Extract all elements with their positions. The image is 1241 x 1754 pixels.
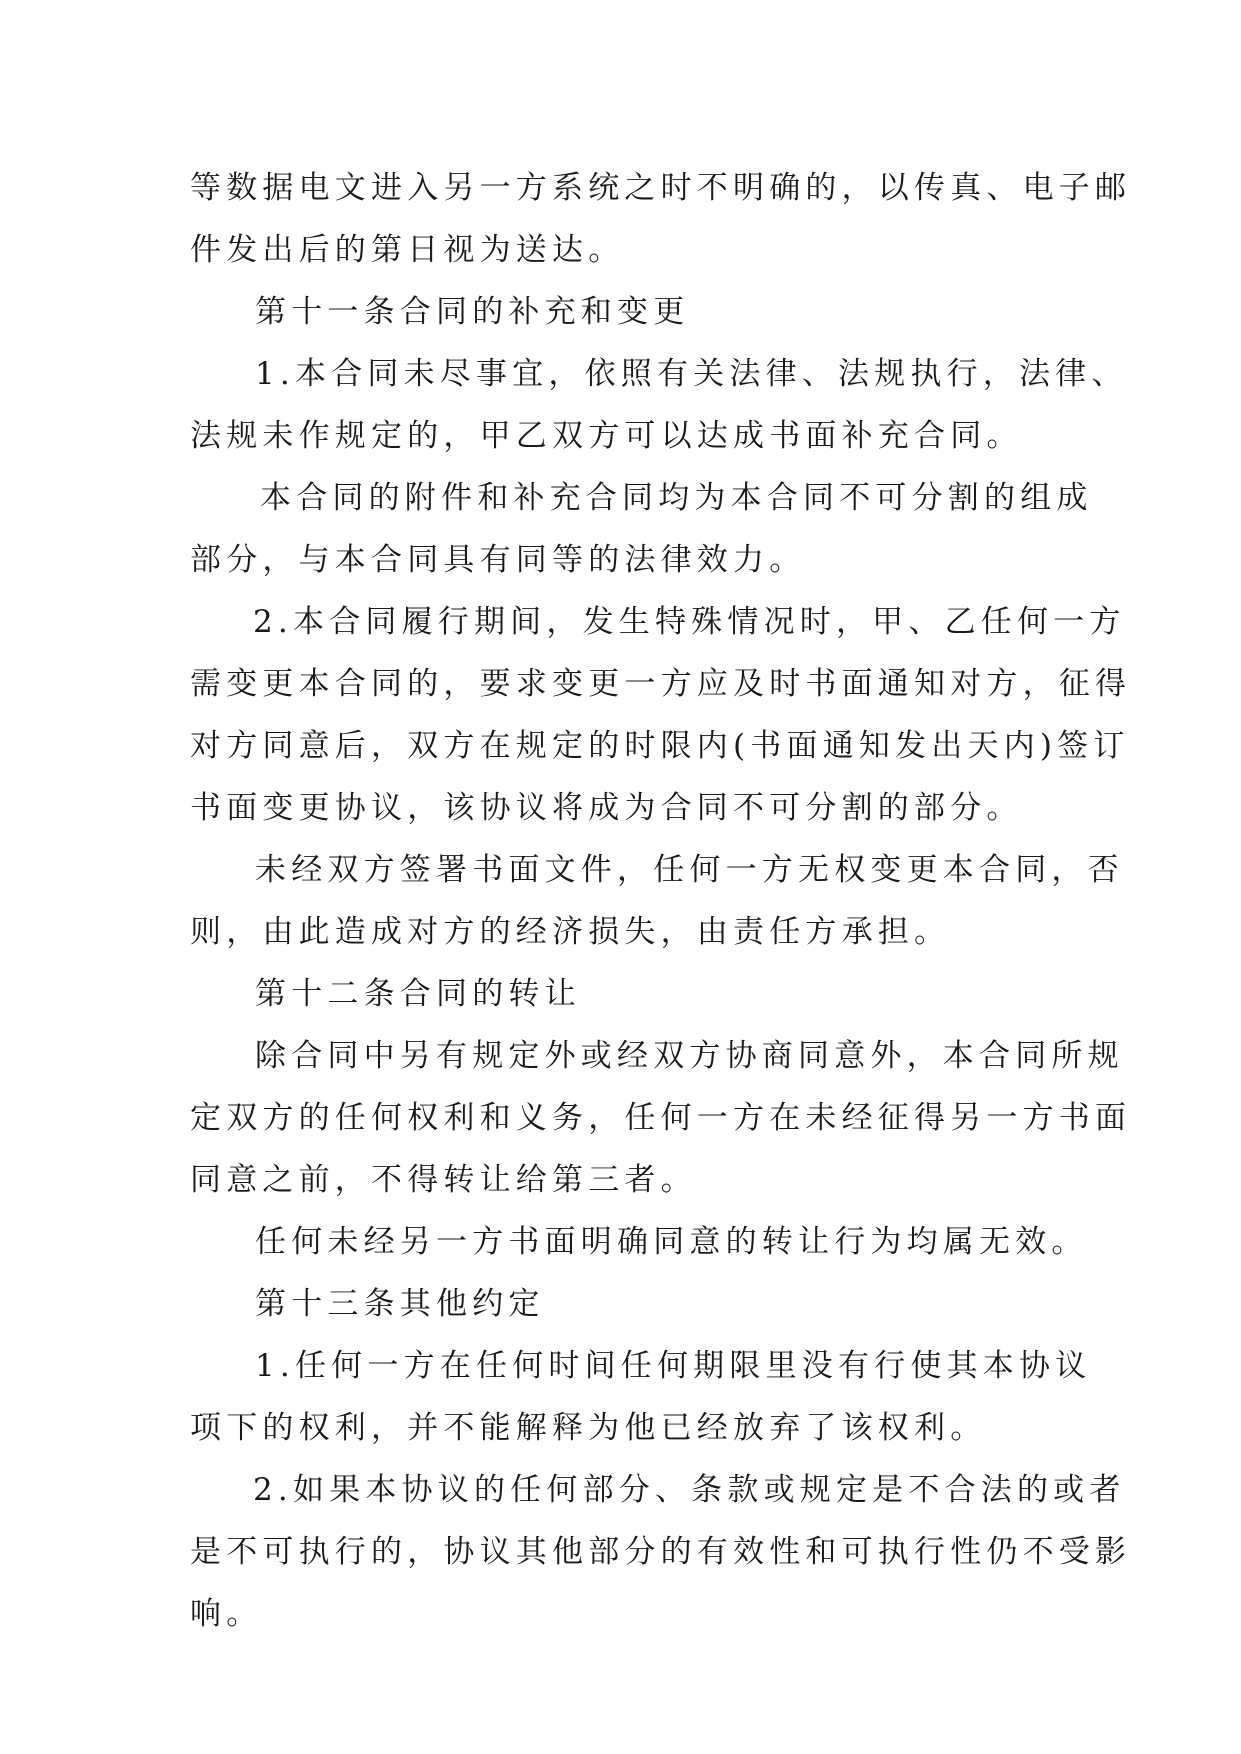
text-line: 等数据电文进入另一方系统之时不明确的，以传真、电子邮 (190, 170, 1132, 206)
text-line: 则，由此造成对方的经济损失，由责任方承担。 (190, 914, 951, 950)
text-line: 部分，与本合同具有同等的法律效力。 (190, 542, 806, 578)
text-line: 书面变更协议，该协议将成为合同不可分割的部分。 (190, 790, 1023, 826)
text-line: 响。 (190, 1596, 263, 1632)
text-line: 1.任何一方在任何时间任何期限里没有行使其本协议 (255, 1348, 1092, 1384)
text-line: 除合同中另有规定外或经双方协商同意外，本合同所规 (255, 1038, 1124, 1074)
text-line: 定双方的任何权利和义务，任何一方在未经征得另一方书面 (190, 1100, 1132, 1136)
section-heading: 第十三条其他约定 (255, 1286, 545, 1322)
text-line: 对方同意后，双方在规定的时限内(书面通知发出天内)签订 (190, 728, 1130, 764)
text-line: 同意之前，不得转让给第三者。 (190, 1162, 697, 1198)
text-line: 2.本合同履行期间，发生特殊情况时，甲、乙任何一方 (253, 604, 1126, 640)
text-line: 是不可执行的，协议其他部分的有效性和可执行性仍不受影 (190, 1534, 1132, 1570)
text-line: 未经双方签署书面文件，任何一方无权变更本合同，否 (255, 852, 1124, 888)
text-line: 2.如果本协议的任何部分、条款或规定是不合法的或者 (253, 1472, 1126, 1508)
text-line: 项下的权利，并不能解释为他已经放弃了该权利。 (190, 1410, 987, 1446)
text-line: 本合同的附件和补充合同均为本合同不可分割的组成 (260, 480, 1093, 516)
section-heading: 第十一条合同的补充和变更 (255, 294, 690, 330)
text-line: 件发出后的第日视为送达。 (190, 232, 625, 268)
text-line: 任何未经另一方书面明确同意的转让行为均属无效。 (255, 1224, 1088, 1260)
section-heading: 第十二条合同的转让 (255, 976, 581, 1012)
text-line: 需变更本合同的，要求变更一方应及时书面通知对方，征得 (190, 666, 1132, 702)
text-line: 法规未作规定的，甲乙双方可以达成书面补充合同。 (190, 418, 1023, 454)
text-line: 1.本合同未尽事宜，依照有关法律、法规执行，法律、 (255, 356, 1128, 392)
